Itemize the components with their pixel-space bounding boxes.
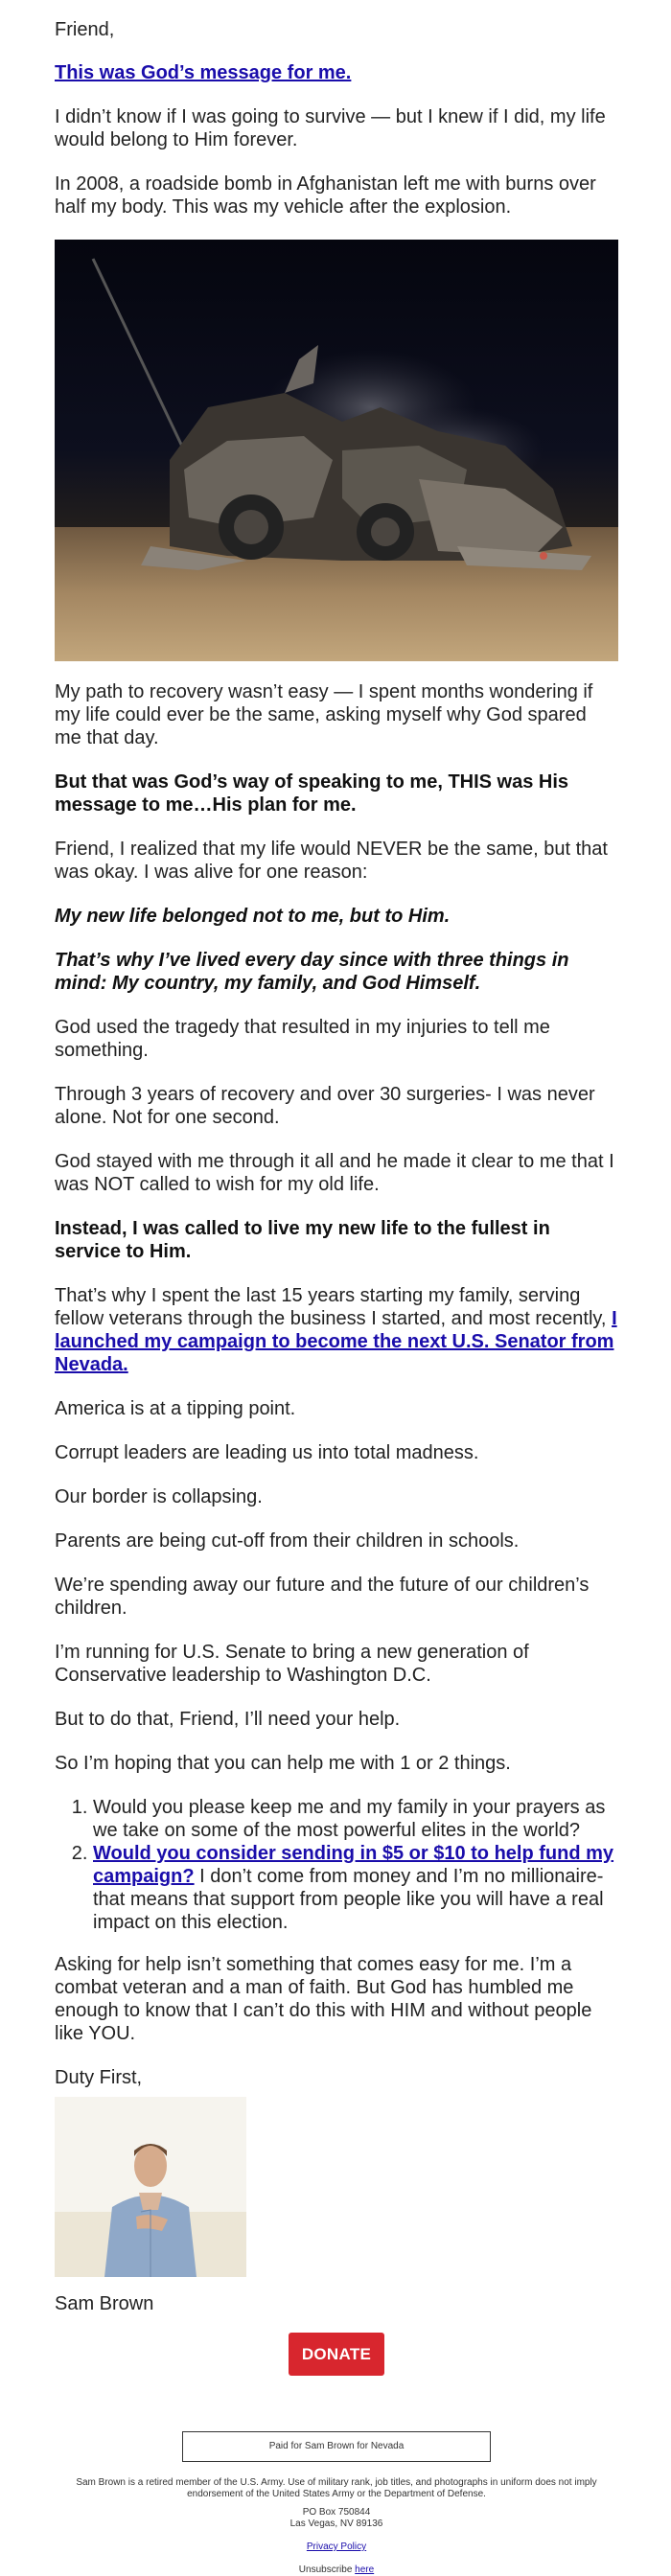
paragraph-hoping: So I’m hoping that you can help me with 1 or 2 things. (55, 1753, 511, 1774)
paragraph-called: Instead, I was called to live my new life to the fullest in service to Him. (55, 1218, 550, 1262)
privacy-policy-link[interactable]: Privacy Policy (306, 2542, 367, 2552)
sam-brown-photo (55, 2097, 246, 2277)
paragraph-surgeries: Through 3 years of recovery and over 30 surgeries- I was never alone. Not for one second. (55, 1084, 595, 1128)
paragraph-asking: Asking for help isn’t something that comes easy for me. I’m a combat veteran and a man of faith. But God has humbled me enough to know that I can’t do this with HIM and without people like YOU. (55, 1954, 592, 2044)
paid-for-box: Paid for Sam Brown for Nevada (182, 2431, 491, 2462)
donate-row (55, 2333, 618, 2376)
paragraph-running: I’m running for U.S. Senate to bring a new generation of Conservative leadership to Washington D.C. (55, 1642, 529, 1686)
paragraph-realized: Friend, I realized that my life would NEVER be the same, but that was okay. I was alive for one reason: (55, 839, 608, 883)
donation-ask-text: I don’t come from money and I’m no millionaire- that means that support from people like you will have a real impact on this election. (93, 1866, 604, 1933)
headline-link[interactable]: This was God’s message for me. (55, 62, 352, 83)
ask-list (55, 1796, 618, 1934)
footer (55, 2431, 618, 2576)
paragraph-recovery: My path to recovery wasn’t easy — I spent months wondering if my life could ever be the same, asking myself why God spared me that day. (55, 681, 593, 748)
po-box: PO Box 750844 (302, 2507, 371, 2518)
donation-ask-link[interactable]: Would you consider sending in $5 or $10 to help fund my campaign? (93, 1843, 614, 1887)
unsubscribe-line (55, 2564, 618, 2576)
paragraph-spending: We’re spending away our future and the future of our children’s children. (55, 1575, 590, 1619)
military-disclaimer: Sam Brown is a retired member of the U.S. Army. Use of military rank, job titles, and photographs in uniform does not imply endorsement of the United States Army or the Department of Defense. (76, 2477, 597, 2499)
donate-button[interactable]: DONATE (289, 2333, 384, 2376)
signer-name: Sam Brown (55, 2293, 154, 2314)
list-item (93, 1842, 618, 1934)
headline-paragraph (55, 61, 618, 84)
greeting: Friend, (55, 19, 115, 40)
paragraph-tragedy: God used the tragedy that resulted in my injuries to tell me something. (55, 1017, 550, 1061)
prayer-ask: Would you please keep me and my family in your prayers as we take on some of the most powerful elites in the world? (93, 1797, 606, 1841)
paragraph-gods-message: But that was God’s way of speaking to me, THIS was His message to me…His plan for me. (55, 771, 569, 816)
paragraph-border: Our border is collapsing. (55, 1486, 263, 1507)
paragraph-new-life: My new life belonged not to me, but to Him. (55, 906, 451, 927)
campaign-link[interactable]: I launched my campaign to become the next U.S. Senator from Nevada. (55, 1308, 617, 1375)
email-body (55, 0, 618, 2576)
list-item (93, 1796, 618, 1842)
paragraph-tipping-point: America is at a tipping point. (55, 1398, 296, 1419)
signoff: Duty First, (55, 2067, 143, 2088)
paragraph-three-things: That’s why I’ve lived every day since with three things in mind: My country, my family, and God Himself. (55, 950, 569, 994)
paragraph-parents: Parents are being cut-off from their children in schools. (55, 1530, 520, 1552)
city-state: Las Vegas, NV 89136 (289, 2518, 383, 2529)
paragraph-stayed: God stayed with me through it all and he made it clear to me that I was NOT called to wish for my old life. (55, 1151, 614, 1195)
paragraph-campaign (55, 1284, 618, 1376)
unsubscribe-text: Unsubscribe (298, 2564, 353, 2575)
paragraph-intro: I didn’t know if I was going to survive — but I knew if I did, my life would belong to Him forever. (55, 106, 606, 150)
unsubscribe-link[interactable]: here (355, 2564, 375, 2575)
paragraph-need-help: But to do that, Friend, I’ll need your help. (55, 1709, 401, 1730)
vehicle-wreck-photo (55, 240, 618, 661)
paragraph-corrupt: Corrupt leaders are leading us into total madness. (55, 1442, 479, 1463)
paragraph-bomb: In 2008, a roadside bomb in Afghanistan left me with burns over half my body. This was my vehicle after the explosion. (55, 173, 596, 218)
campaign-text: That’s why I spent the last 15 years starting my family, serving fellow veterans through the business I started, and most recently, (55, 1285, 607, 1329)
